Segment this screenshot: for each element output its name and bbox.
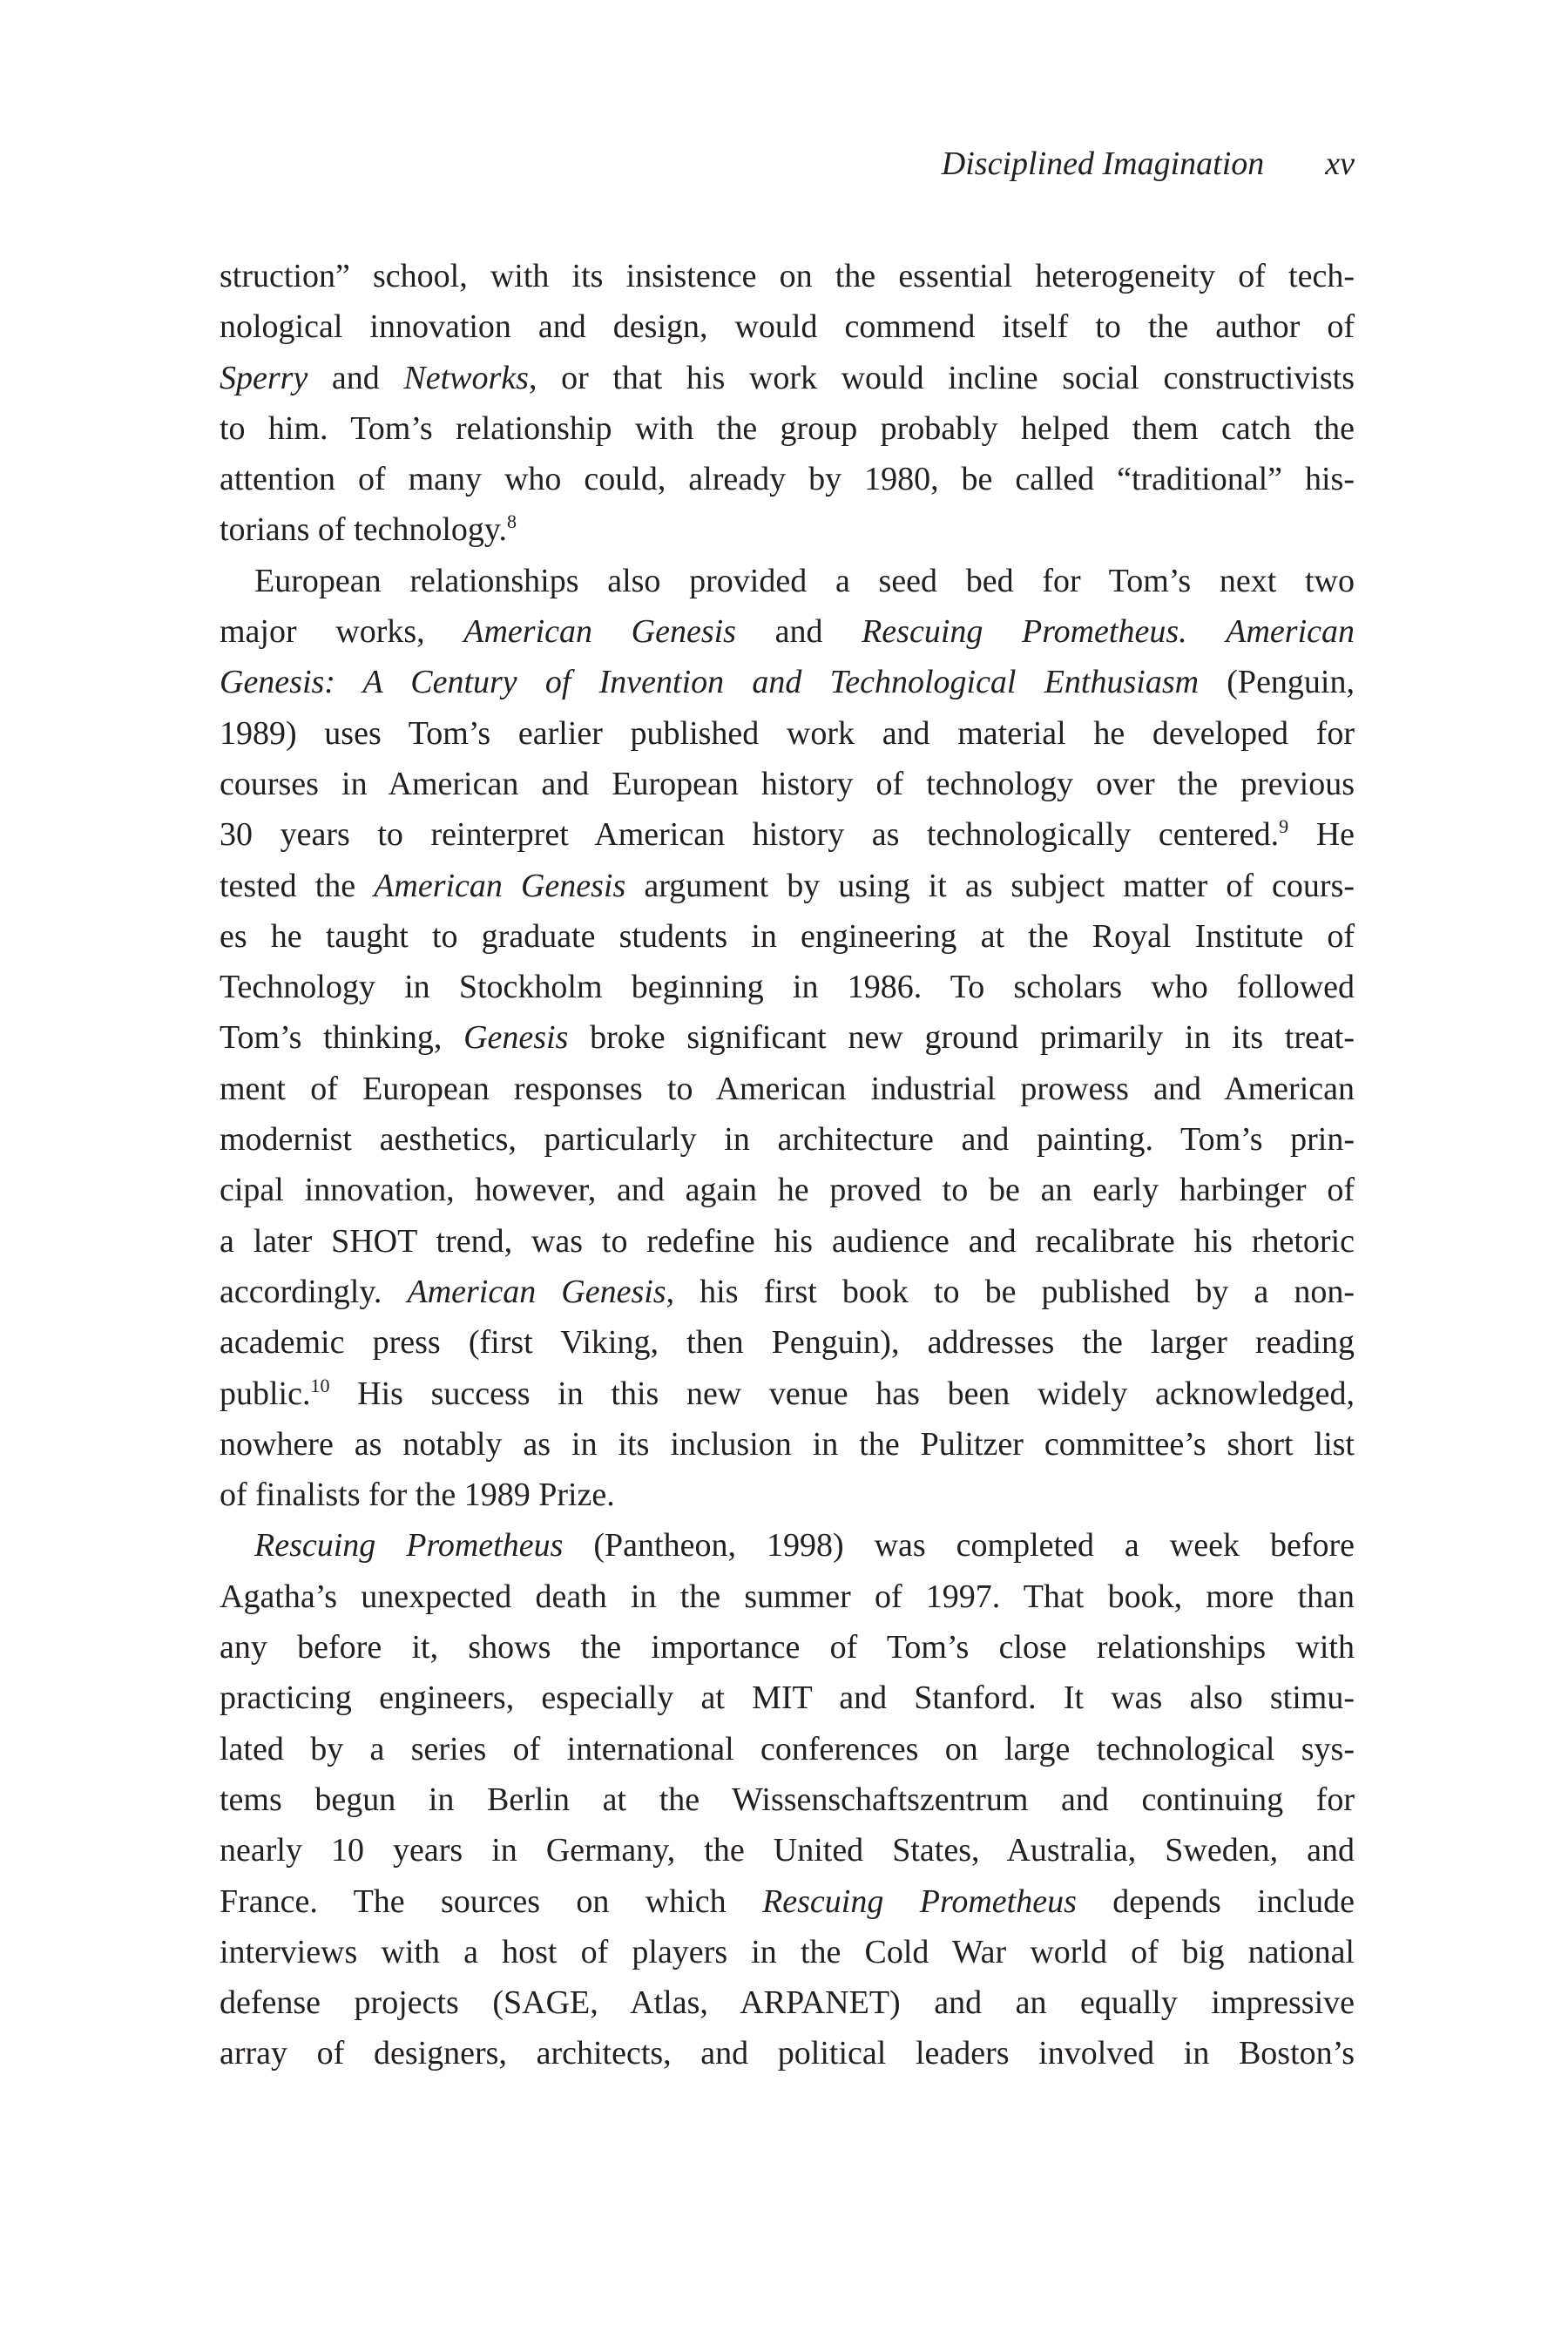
text-line — [220, 809, 1355, 860]
text-run: tems begun in Berlin at the Wissenschaftszentrum and continuing for — [220, 1781, 1355, 1818]
text-run: courses in American and European history of technology over the previous — [220, 765, 1355, 802]
text-line — [220, 1774, 1355, 1825]
text-run: Technology in Stockholm beginning in 1986. To scholars who followed — [220, 969, 1355, 1006]
text-line — [220, 759, 1355, 809]
italic-title: Rescuing Prometheus — [254, 1527, 564, 1565]
text-line — [220, 2028, 1355, 2078]
text-line — [220, 403, 1355, 454]
footnote-ref: 8 — [506, 510, 517, 533]
text-run: array of designers, architects, and political leaders involved in Boston’s — [220, 2035, 1355, 2072]
text-run: academic press (first Viking, then Penguin), addresses the larger reading — [220, 1324, 1355, 1362]
italic-title: Sperry — [220, 359, 308, 396]
text-line — [220, 911, 1355, 962]
text-line — [220, 1419, 1355, 1470]
text-line — [220, 556, 1355, 606]
text-line — [220, 301, 1355, 352]
text-run: struction” school, with its insistence on the essential heterogeneity of tech- — [220, 258, 1355, 294]
text-run: European relationships also provided a seed bed for Tom’s next two — [254, 562, 1355, 599]
text-run: tested the — [220, 867, 375, 904]
italic-title: American — [1226, 613, 1355, 651]
italic-title: Rescuing Prometheus. — [862, 613, 1187, 651]
text-line — [220, 1825, 1355, 1876]
text-line — [220, 1012, 1355, 1063]
text-line — [220, 454, 1355, 504]
footnote-ref: 10 — [310, 1374, 330, 1396]
text-run: , or that his work would incline social constructivists — [528, 359, 1355, 396]
text-run: accordingly. — [220, 1273, 408, 1310]
text-line — [220, 1064, 1355, 1114]
text-run: nearly 10 years in Germany, the United States, Australia, Sweden, and — [220, 1832, 1355, 1869]
text-run: (Pantheon, 1998) was completed a week before — [563, 1527, 1355, 1565]
italic-title: American Genesis — [407, 1273, 666, 1310]
text-run: interviews with a host of players in the Cold War world of big national — [220, 1933, 1355, 1970]
text-line — [220, 1114, 1355, 1165]
text-run: es he taught to graduate students in engineering at the Royal Institute of — [220, 917, 1355, 955]
text-run: broke significant new ground primarily in its treat- — [568, 1019, 1355, 1057]
text-run: He — [1288, 816, 1355, 854]
text-line — [220, 353, 1355, 403]
text-line — [220, 606, 1355, 657]
text-run: His success in this new venue has been widely acknowledged, — [329, 1375, 1355, 1412]
paragraph — [220, 1520, 1355, 2078]
italic-title: American Genesis — [463, 613, 736, 651]
text-run — [1187, 613, 1227, 650]
text-run: modernist aesthetics, particularly in architecture and painting. Tom’s prin- — [220, 1121, 1355, 1159]
text-line — [220, 251, 1355, 301]
paragraph — [220, 556, 1355, 1521]
text-line — [220, 1520, 1355, 1571]
text-run: lated by a series of international conferences on large technological sys- — [220, 1730, 1355, 1767]
text-run: major works, — [220, 613, 464, 651]
text-line — [220, 1369, 1355, 1419]
text-run: depends include — [1076, 1882, 1355, 1920]
text-run: Tom’s thinking, — [220, 1019, 464, 1057]
text-run: France. The sources on which — [220, 1882, 763, 1920]
text-run: any before it, shows the importance of Tom’s close relationships with — [220, 1629, 1355, 1666]
text-run: , his first book to be published by a non- — [666, 1273, 1355, 1310]
text-run: of finalists for the 1989 Prize. — [220, 1477, 615, 1514]
text-run: (Penguin, — [1199, 664, 1355, 701]
text-line — [220, 1571, 1355, 1622]
italic-title: American Genesis — [374, 867, 626, 904]
text-run: ment of European responses to American industrial prowess and American — [220, 1070, 1355, 1107]
text-run: nowhere as notably as in its inclusion in the Pulitzer committee’s short list — [220, 1425, 1355, 1463]
italic-title: Genesis: A Century of Invention and Technological Enthusiasm — [220, 664, 1200, 701]
text-run: defense projects (SAGE, Atlas, ARPANET) and an equally impressive — [220, 1984, 1355, 2022]
text-line — [220, 1165, 1355, 1215]
text-line — [220, 1622, 1355, 1673]
text-run: to him. Tom’s relationship with the group probably helped them catch the — [220, 409, 1355, 447]
text-run: Agatha’s unexpected death in the summer of 1997. That book, more than — [220, 1578, 1355, 1615]
footnote-ref: 9 — [1279, 815, 1289, 838]
text-line — [220, 657, 1355, 707]
text-line — [220, 1317, 1355, 1368]
text-line — [220, 504, 1355, 555]
text-line — [220, 1673, 1355, 1723]
text-line — [220, 708, 1355, 759]
text-run: argument by using it as subject matter of cours- — [625, 867, 1355, 904]
text-line — [220, 1927, 1355, 1977]
text-run: and — [308, 359, 404, 396]
text-run: 30 years to reinterpret American history as technologically centered. — [220, 816, 1280, 854]
text-run: public. — [220, 1375, 311, 1412]
text-line — [220, 1876, 1355, 1927]
text-line — [220, 1470, 1355, 1520]
running-head — [220, 139, 1355, 189]
text-line — [220, 1724, 1355, 1774]
text-run: a later SHOT trend, was to redefine his audience and recalibrate his rhetoric — [220, 1222, 1355, 1260]
text-line — [220, 1267, 1355, 1317]
text-run: attention of many who could, already by 1980, be called “traditional” his- — [220, 461, 1355, 498]
text-run: practicing engineers, especially at MIT and Stanford. It was also stimu- — [220, 1680, 1355, 1717]
paragraph — [220, 251, 1355, 556]
text-line — [220, 962, 1355, 1012]
text-run: 1989) uses Tom’s earlier published work and material he developed for — [220, 714, 1355, 752]
text-line — [220, 1977, 1355, 2028]
text-line — [220, 1216, 1355, 1267]
running-head-title: Disciplined Imagination — [941, 145, 1265, 182]
text-run: cipal innovation, however, and again he proved to be an early harbinger of — [220, 1172, 1355, 1209]
italic-title: Networks — [403, 359, 529, 396]
italic-title: Rescuing Prometheus — [762, 1882, 1077, 1920]
page-number: xv — [1325, 145, 1355, 182]
text-run: and — [735, 613, 862, 651]
text-run: torians of technology. — [220, 511, 507, 549]
body-text — [220, 251, 1355, 2079]
text-line — [220, 861, 1355, 911]
text-run: nological innovation and design, would commend itself to the author of — [220, 308, 1355, 346]
italic-title: Genesis — [463, 1019, 569, 1057]
